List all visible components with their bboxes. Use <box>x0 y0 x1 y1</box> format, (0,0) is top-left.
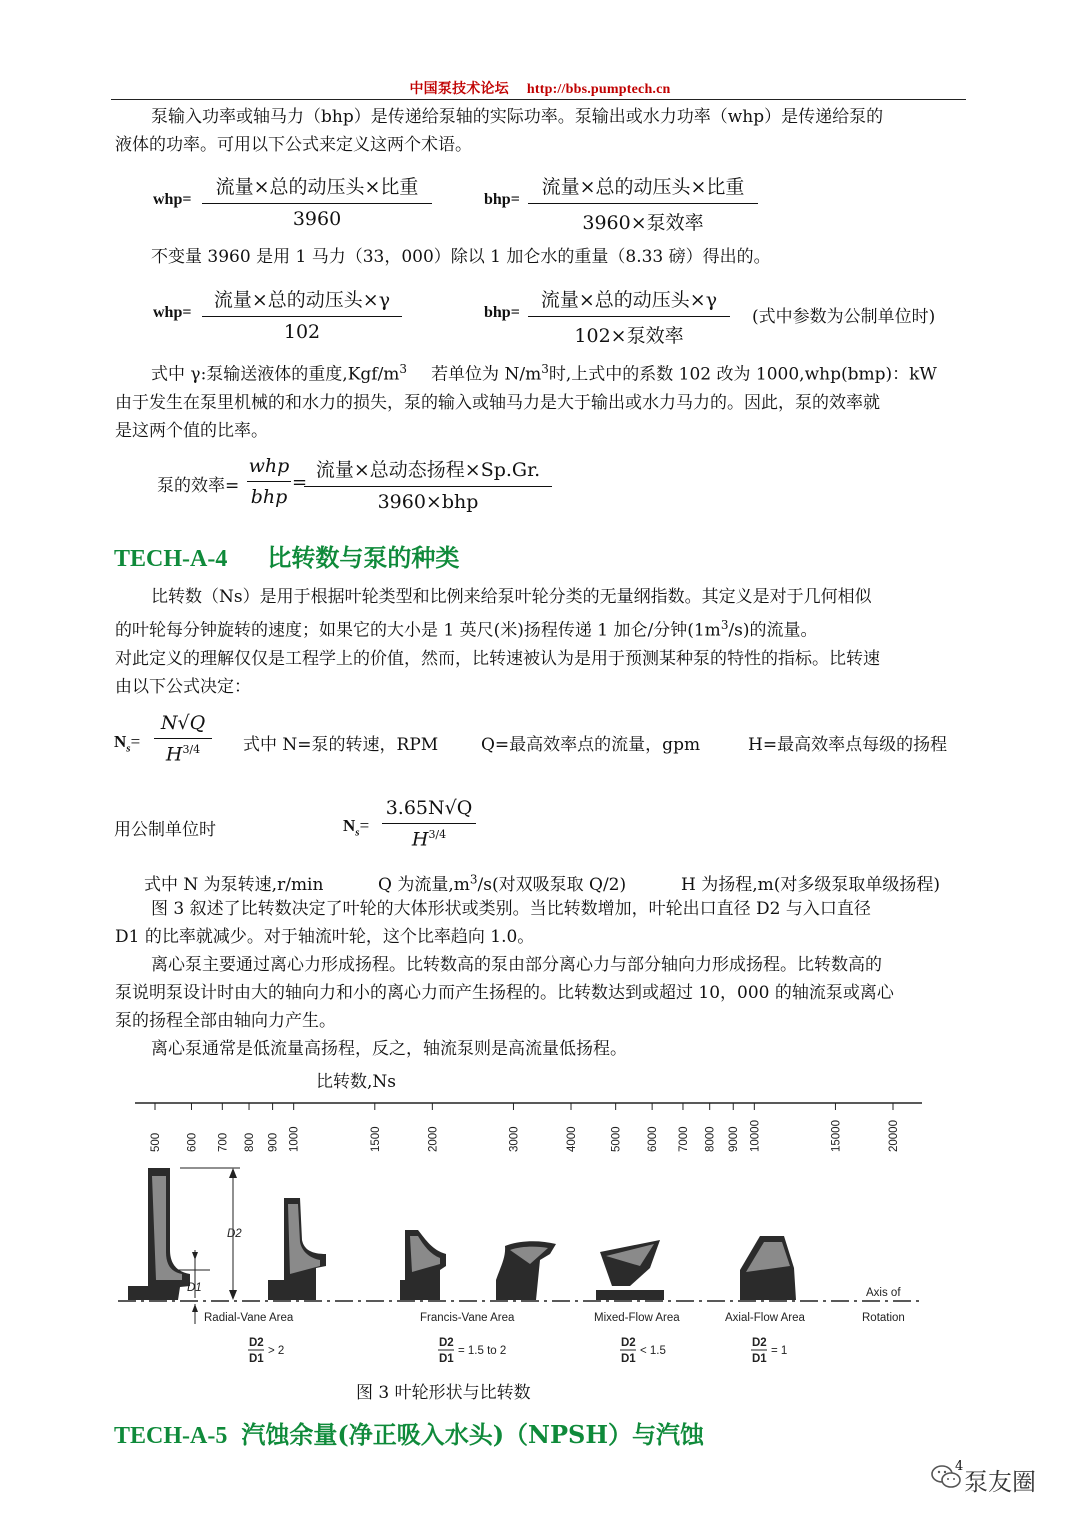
ns-tick-label: 1000 <box>288 1126 301 1152</box>
area-label-mixed: Mixed-Flow Area <box>594 1312 680 1324</box>
ratio-radial <box>248 1337 284 1365</box>
unit-note-a: 若单位为 N/m <box>431 364 542 385</box>
ns-tick-label: 4000 <box>566 1126 579 1152</box>
whp-denominator: 3960 <box>292 208 342 230</box>
loss-line-2: 是这两个值的比率。 <box>115 420 268 441</box>
ratio-value: = 1 <box>771 1345 788 1357</box>
h-symbol: H <box>165 743 183 766</box>
figure-caption: 图 3 叶轮形状与比转数 <box>356 1383 531 1403</box>
francis-impeller-1 <box>400 1230 446 1300</box>
metric-intro: 用公制单位时 <box>114 820 216 840</box>
ns-tick-label: 9000 <box>728 1126 741 1152</box>
ns-line-2: 的叶轮每分钟旋转的速度；如果它的大小是 1 英尺(米)扬程传递 1 加仑/分钟(1m <box>115 620 721 641</box>
mixed-flow-impeller <box>596 1240 664 1300</box>
area-label-radial: Radial-Vane Area <box>204 1312 294 1324</box>
whp-metric-fraction <box>202 285 402 343</box>
ns-tick-label: 900 <box>267 1132 280 1152</box>
header-rule <box>111 99 966 100</box>
efficiency-label: 泵的效率= <box>157 476 240 496</box>
bhp-fraction <box>528 172 758 235</box>
impeller-figure <box>0 1090 1080 1380</box>
ns-tick-label: 7000 <box>677 1126 690 1152</box>
ns-tick-label: 2000 <box>427 1126 440 1152</box>
whp-label: whp= <box>153 191 192 208</box>
ratio-value: < 1.5 <box>640 1345 666 1357</box>
loss-line-1: 由于发生在泵里机械的和水力的损失，泵的输入或轴马力是大于输出或水力马力的。因此，泵的效率就 <box>115 392 880 413</box>
efficiency-denominator: 3960×bhp <box>377 491 479 513</box>
ns-tick-label: 20000 <box>888 1120 900 1152</box>
section-code: TECH-A-4 <box>114 546 228 572</box>
exponent: 3/4 <box>428 828 447 841</box>
bhp-metric-fraction <box>528 285 730 348</box>
ns-tick-label: 800 <box>244 1132 257 1152</box>
metric-units-note: (式中参数为公制单位时) <box>752 307 936 327</box>
flow-text: Q 为流量,m <box>378 875 470 895</box>
ns-subscript: s <box>355 826 360 839</box>
gamma-paragraph <box>115 355 965 445</box>
ns-metric-numerator: 3.65N√Q <box>385 797 473 819</box>
superscript-3: 3 <box>399 362 408 376</box>
ratio-numerator: D2 <box>752 1337 767 1349</box>
ns-tick-label: 1500 <box>369 1126 382 1152</box>
impeller-line-2: D1 的比率就减少。对于轴流叶轮，这个比率趋向 1.0。 <box>115 927 535 947</box>
superscript-3: 3 <box>541 362 549 376</box>
ratio-numerator: D2 <box>621 1337 636 1349</box>
ratio-denominator: D1 <box>249 1353 264 1365</box>
superscript-3: 3 <box>469 872 478 887</box>
h-symbol: H <box>411 828 429 851</box>
superscript-3: 3 <box>720 618 729 632</box>
ns-letter: N <box>343 816 356 835</box>
page-number: 4 <box>955 1459 964 1474</box>
bhp-label: bhp= <box>484 191 520 208</box>
section-title: 汽蚀余量(净正吸入水头)（NPSH）与汽蚀 <box>241 1420 705 1449</box>
impeller-line-3: 离心泵主要通过离心力形成扬程。比转数高的泵由部分离心力与部分轴向力形成扬程。比转数高的 <box>151 955 882 975</box>
ns-tick-label: 700 <box>217 1132 230 1152</box>
bhp-metric-denominator: 102×泵效率 <box>574 325 684 347</box>
section-code: TECH-A-5 <box>114 1423 228 1449</box>
section-heading-tech-a-4 <box>114 538 459 573</box>
metric-var-speed: 式中 N 为泵转速,r/min <box>144 875 324 895</box>
ns-metric-denominator <box>382 824 476 850</box>
constant-paragraph <box>115 243 965 271</box>
impeller-line-4: 泵说明泵设计时由大的轴向力和小的离心力而产生扬程的。比转数达到或超过 10，000 的轴流泵或离心 <box>115 983 894 1003</box>
unit-note-b: 时,上式中的系数 102 改为 1000,whp(bmp)：kW <box>548 364 937 385</box>
metric-var-head: H 为扬程,m(对多级泵取单级扬程) <box>681 875 941 895</box>
ns-fraction <box>154 712 212 765</box>
ns-subscript: s <box>126 742 131 755</box>
ratio-denominator: D1 <box>621 1353 636 1365</box>
section-heading-tech-a-5 <box>114 1415 704 1450</box>
ns-tick-label: 15000 <box>830 1120 843 1152</box>
intro-line-2: 液体的功率。可用以下公式来定义这两个术语。 <box>115 135 472 155</box>
flow-text-b: /s(对双吸泵取 Q/2) <box>477 875 627 895</box>
ns-tick-label: 10000 <box>749 1120 762 1152</box>
bhp-denominator: 3960×泵效率 <box>582 212 704 234</box>
gamma-definition: 式中 γ:泵输送液体的重度,Kgf/m <box>151 364 400 385</box>
area-label-axial: Axial-Flow Area <box>725 1312 805 1324</box>
impeller-line-5: 泵的扬程全部由轴向力产生。 <box>115 1011 336 1031</box>
page-header <box>0 78 1080 98</box>
equals-sign: = <box>359 816 370 835</box>
ns-tick-label: 3000 <box>508 1126 521 1152</box>
ratio-value: > 2 <box>268 1345 285 1357</box>
ns-metric-fraction <box>382 797 476 850</box>
impeller-line-6: 离心泵通常是低流量高扬程，反之，轴流泵则是高流量低扬程。 <box>151 1039 627 1059</box>
ns-line-3: 对此定义的理解仅仅是工程学上的价值，然而，比转速被认为是用于预测某种泵的特性的指标。比转速 <box>115 648 880 669</box>
ratio-denominator: D1 <box>439 1353 454 1365</box>
ns-numerator: N√Q <box>160 712 206 734</box>
tick-group <box>135 1103 922 1152</box>
bhp-metric-numerator: 流量×总的动压头×γ <box>540 289 718 311</box>
watermark-text: 泵友圈 <box>964 1468 1036 1496</box>
ns-description-head: H=最高效率点每级的扬程 <box>748 735 948 755</box>
ns-tick-label: 5000 <box>610 1126 623 1152</box>
whp-fraction <box>202 172 432 230</box>
ratio-mixed <box>620 1337 666 1365</box>
efficiency-ratio-fraction <box>247 455 291 508</box>
ns-description-speed: 式中 N=泵的转速，RPM <box>243 735 439 755</box>
bhp-metric-label: bhp= <box>484 304 520 321</box>
ns-line-1: 比转数（Ns）是用于根据叶轮类型和比例来给泵叶轮分类的无量纲指数。其定义是对于几何相似 <box>151 587 872 607</box>
ratio-numerator: D2 <box>249 1337 264 1349</box>
ns-tick-label: 600 <box>186 1132 199 1152</box>
wechat-icon <box>930 1463 962 1495</box>
efficiency-numerator: 流量×总动态扬程×Sp.Gr. <box>315 459 541 481</box>
ns-description-flow: Q=最高效率点的流量，gpm <box>481 735 701 755</box>
intro-line-1: 泵输入功率或轴马力（bhp）是传递给泵轴的实际功率。泵输出或水力功率（whp）是传递给泵的 <box>151 107 884 127</box>
equals-sign: = <box>292 472 308 493</box>
ns-symbol <box>114 732 140 754</box>
section-title: 比转数与泵的种类 <box>267 543 460 572</box>
whp-metric-label: whp= <box>153 304 192 321</box>
intro-paragraph <box>115 103 965 159</box>
ns-denominator <box>154 739 212 765</box>
ns-tick-label: 500 <box>150 1132 162 1152</box>
d2-label: D2 <box>227 1228 242 1240</box>
ns-line-2b: /s)的流量。 <box>728 620 818 641</box>
axial-flow-impeller <box>740 1236 796 1300</box>
axis-of-label: Axis of <box>866 1287 901 1299</box>
header-url[interactable]: http://bbs.pumptech.cn <box>526 82 671 97</box>
francis-impeller-2 <box>496 1241 556 1300</box>
whp-metric-numerator: 流量×总的动压头×γ <box>213 289 391 311</box>
bhp-symbol: bhp <box>250 486 288 508</box>
exponent: 3/4 <box>182 743 201 756</box>
ns-letter: N <box>114 732 127 751</box>
figure-axis-title: 比转数,Ns <box>316 1072 397 1092</box>
impeller-line-1: 图 3 叙述了比转数决定了叶轮的大体形状或类别。当比转数增加，叶轮出口直径 D2 与入口直径 <box>151 899 871 919</box>
whp-metric-denominator: 102 <box>283 321 321 343</box>
metric-var-flow <box>378 870 626 895</box>
equals-sign: = <box>130 732 141 751</box>
ratio-denominator: D1 <box>752 1353 767 1365</box>
rotation-label: Rotation <box>862 1312 905 1324</box>
ns-line-4: 由以下公式决定： <box>115 676 251 697</box>
ratio-value: = 1.5 to 2 <box>458 1345 507 1357</box>
ratio-axial <box>751 1337 787 1365</box>
whp-numerator: 流量×总的动压头×比重 <box>215 176 419 198</box>
ratio-numerator: D2 <box>439 1337 454 1349</box>
ns-metric-symbol <box>343 816 369 838</box>
radial-impeller-small <box>268 1198 326 1300</box>
d1-label: D1 <box>187 1282 202 1294</box>
area-label-francis: Francis-Vane Area <box>420 1312 515 1324</box>
ratio-francis <box>438 1337 506 1365</box>
impeller-paragraph <box>115 895 965 1063</box>
ns-tick-label: 8000 <box>704 1126 717 1152</box>
constant-text: 不变量 3960 是用 1 马力（33，000）除以 1 加仑水的重量（8.33 磅）得出的。 <box>151 247 771 267</box>
whp-symbol: whp <box>248 455 290 477</box>
header-site-name: 中国泵技术论坛 <box>409 81 509 97</box>
efficiency-fraction <box>304 455 552 513</box>
ns-tick-label: 6000 <box>647 1126 660 1152</box>
specific-speed-paragraph <box>115 583 965 701</box>
bhp-numerator: 流量×总的动压头×比重 <box>541 176 745 198</box>
